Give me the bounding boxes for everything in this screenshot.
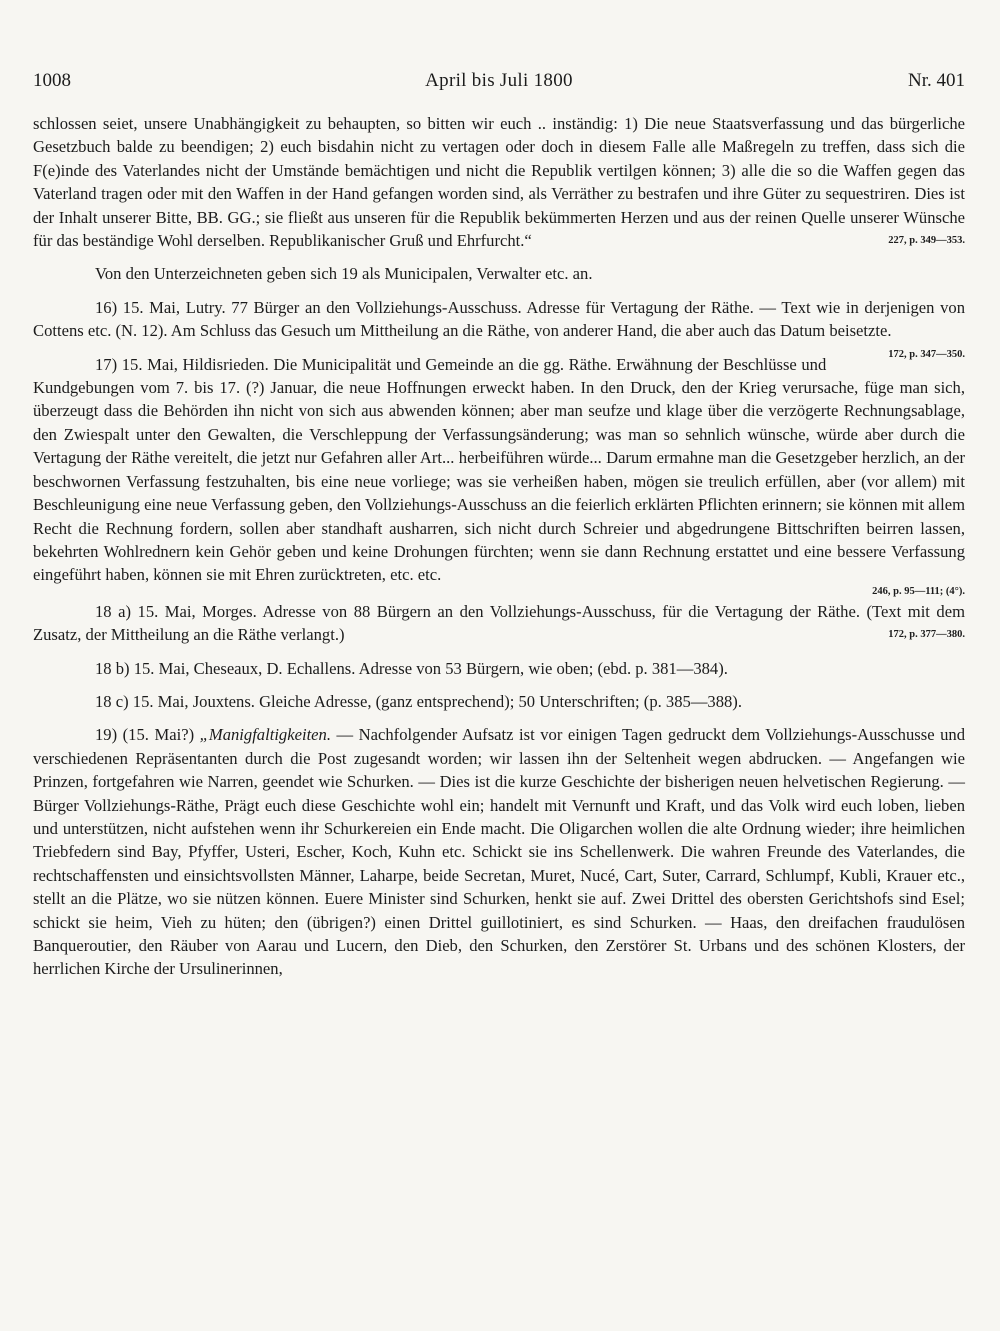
paragraph-continuation: schlossen seiet, unsere Unabhängigkeit zu behaupten, so bitten wir euch .. inständig: 1) Die neue Staatsverfassung und das bürgerliche Gesetzbuch balde zu beendigen; 2) euch bisdahin nicht zu vertagen oder doch in diesem Falle alle Maßregeln zu treffen, dass sich die F(e)inde des Vaterlandes nicht der Umstände bemächtigen und nicht die Republik vertilgen können; 3) alle die so die Waffen gegen das Vaterland tragen oder mit den Waffen in der Hand gefangen worden sind, als Verräther zu bestrafen und ihre Güter zu sequestriren. Dies ist der Inhalt unserer Bitte, BB. GG.; sie fließt aus unseren für die Republik bekümmerten Herzen und aus der reinen Quelle unserer Wünsche für das beständige Wohl derselben. Republikanischer Gruß und Ehrfurcht.“ 227, p. 349—353. [33,112,965,252]
source-reference: 227, p. 349—353. [888,235,965,247]
source-reference: 172, p. 347—350. [888,348,965,360]
entry-18b: 18 b) 15. Mai, Cheseaux, D. Echallens. Adresse von 53 Bürgern, wie oben; (ebd. p. 381—384). [95,658,728,678]
running-title: April bis Juli 1800 [425,70,573,91]
source-reference: 246, p. 95—111; (4°). [872,585,965,597]
entry-18c: 18 c) 15. Mai, Jouxtens. Gleiche Adresse, (ganz entsprechend); 50 Unterschriften; (p. 385—388). [95,691,742,711]
source-reference: 172, p. 377—380. [888,629,965,641]
running-header [33,70,965,98]
document-number: Nr. 401 [908,70,965,91]
entry-17: 17) 15. Mai, Hildisrieden. Die Municipalität und Gemeinde an die gg. Räthe. Erwähnung der Beschlüsse und Kundgebungen vom 7. bis 17. (?) Januar, die neue Hoffnungen erweckt haben. In den Druck, den der Krieg verursache, füge man sich, überzeugt dass die Behörden ihn nicht von sich aus abwenden können; aber man seufze und klage über die verzögerte Rechnungsablage, den Zwiespalt unter den Gewalten, die Verschleppung der Verfassungsänderung; was man so sehnlich wünsche, würde aber durch die Vertagung der Räthe vereitelt, die jetzt nur Gefahren aller Art... herbeiführen würde... Darum ermahne man die Gesetzgeber herzlich, an der beschwornen Verfassung festzuhalten, bis eine neue vorliege; was sie verheißen haben, mögen sie treulich erfüllen, aber (vor allem) mit Beschleunigung eine neue Verfassung geben, den Vollziehungs-Ausschuss an die feierlich erklärten Pflichten erinnern; sie können mit allem Recht die Rechnung fordern, sollen aber standhaft ausharren, sich nicht durch Schreier und abgedrungene Bittschriften beirren lassen, bekehrten Wohlrednern kein Gehör geben und keine Drohungen fürchten; wenn sie dann Rechnung erstattet und eine bessere Verfassung eingeführt haben, können sie mit Ehren zurücktreten, etc. etc. [33,354,965,585]
entry-16: 16) 15. Mai, Lutry. 77 Bürger an den Vollziehungs-Ausschuss. Adresse für Vertagung der Räthe. — Text wie in derjenigen von Cottens etc. (N. 12). Am Schluss das Gesuch um Mittheilung an die Räthe, von anderer Hand, die aber auch das Datum beisetzte. 172, p. 347—350. [33,296,965,343]
page-body [33,112,965,981]
paragraph-signatories: Von den Unterzeichneten geben sich 19 als Municipalen, Verwalter etc. an. [95,264,593,284]
entry-19: 19) (15. Mai?) „Manigfaltigkeiten. — Nachfolgender Aufsatz ist vor einigen Tagen gedruckt dem Vollziehungs-Ausschusse und verschiedenen Repräsentanten durch die Post zugesandt worden; wir lassen ihn der Seltenheit wegen abdrucken. — Angefangen wie Prinzen, fortgefahren wie Narren, geendet wie Schurken. — Dies ist die kurze Geschichte der bisherigen neuen helvetischen Regierung. — Bürger Vollziehungs-Räthe, Prägt euch diese Geschichte wohl ein; handelt mit Vernunft und Kraft, und das Volk wird euch loben, lieben und unterstützen, nicht aufstehen wenn ihr Schurkereien ein Ende macht. Die Oligarchen wollen die alte Ordnung wieder; ihre heimlichen Triebfedern sind Bay, Pfyffer, Usteri, Escher, Koch, Kuhn etc. Schickt sie ins Schellenwerk. Die wahren Freunde des Vaterlandes, die rechtschaffensten und einsichtsvollsten Männer, Laharpe, beide Secretan, Muret, Nucé, Cart, Suter, Carrard, Schlumpf, Kubli, Krauer etc., stellt an die Plätze, wo sie nützen können. Euere Minister sind Schurken, henkt sie auf. Zwei Drittel des obersten Gerichtshofs sind Esel; schickt sie heim, Vieh zu hüten; den (übrigen?) einen Drittel guillotiniert, es sind Schurken. — Haas, den dreifachen fraudulösen Banqueroutier, den Räuber von Aarau und Lucern, den Dieb, den Schurken, den Zerstörer St. Urbans und des schönen Klosters, der herrlichen Kirche der Ursulinerinnen, [33,725,965,979]
entry-18a: 18 a) 15. Mai, Morges. Adresse von 88 Bürgern an den Vollziehungs-Ausschuss, für die Vertagung der Räthe. (Text mit dem Zusatz, der Mittheilung an die Räthe verlangt.) 172, p. 377—380. [33,600,965,647]
page-number: 1008 [33,70,71,91]
entry-title: „Manigfaltigkeiten. [199,725,331,745]
